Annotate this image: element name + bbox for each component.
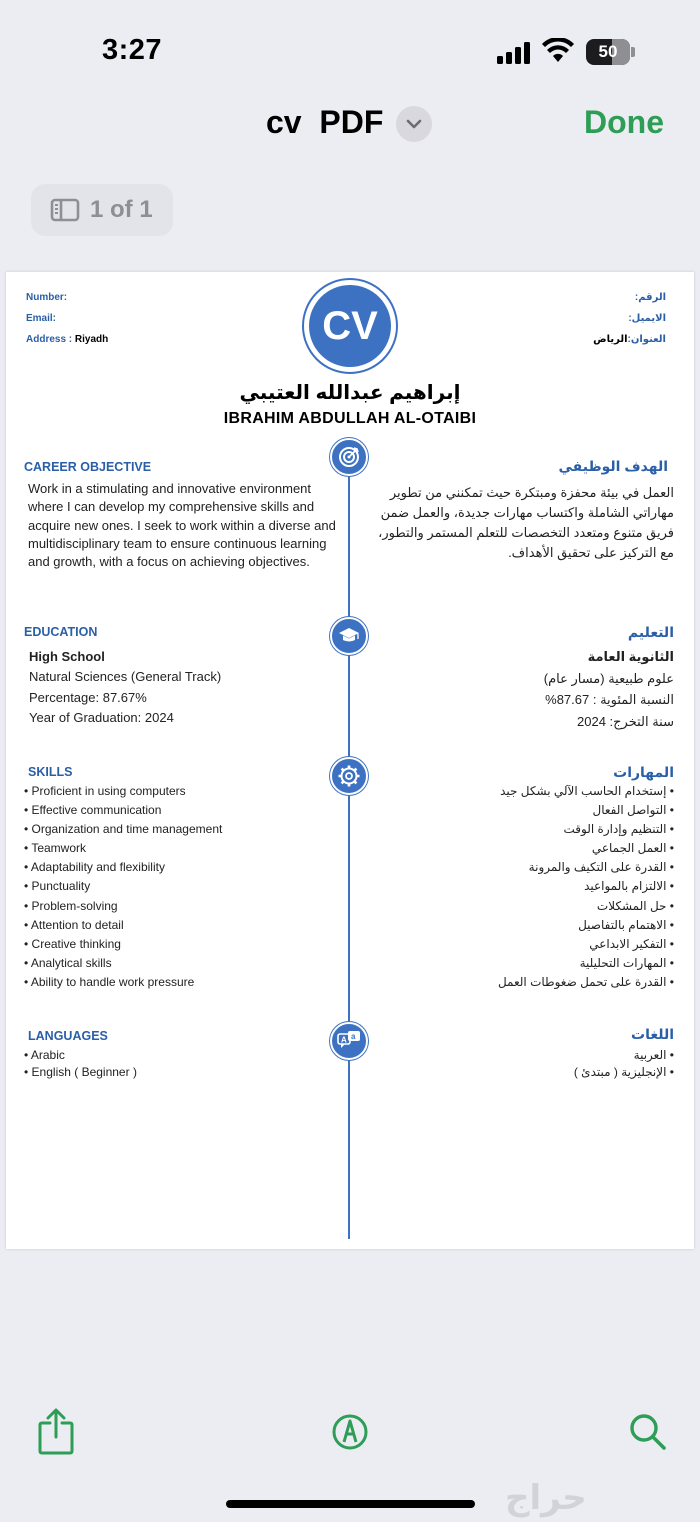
number-label-ar: الرقم: [634,292,666,303]
address-ar [593,334,666,345]
document-title: cv PDF [266,104,384,140]
cv-skills-items_en-item: • Organization and time management [24,820,344,839]
languages-title-ar: اللغات [631,1026,674,1042]
page-indicator-button[interactable] [31,184,173,236]
cv-skills-items_ar-item: • الاهتمام بالتفاصيل [362,916,674,935]
cv-skills-items_en-item: • Adaptability and flexibility [24,858,344,877]
cv-skills-items_ar-item: • العمل الجماعي [362,839,674,858]
education-percentage-ar: النسبة المئوية : 87.67% [545,692,674,707]
cv-logo-text: CV [309,285,391,367]
cv-skills-items_ar-item: • حل المشكلات [362,897,674,916]
cv-skills-items_en-item: • Analytical skills [24,954,344,973]
cv-languages-items_ar-item: • العربية [362,1047,674,1064]
search-button[interactable] [624,1404,672,1460]
address-value-ar: الرياض [593,334,628,345]
career-title-ar: الهدف الوظيفي [558,458,668,474]
cv-skills-items_ar-item: • الالتزام بالمواعيد [362,877,674,896]
cv-skills-items_en-item: • Ability to handle work pressure [24,973,344,992]
career-title-en: CAREER OBJECTIVE [24,460,152,474]
address-label-en: Address : [26,334,73,345]
cv-skills-items_ar-item: • التواصل الفعال [362,801,674,820]
cv-languages-items_en-item: • Arabic [24,1047,344,1064]
sidebar-icon [50,198,80,222]
search-icon [628,1412,668,1452]
status-time: 3:27 [102,34,163,66]
education-title-en: EDUCATION [24,625,98,639]
markup-icon [330,1412,370,1452]
target-icon [330,438,368,476]
education-year-ar: سنة التخرج: 2024 [577,713,674,729]
cv-skills-items_en-item: • Teamwork [24,839,344,858]
education-percentage-en: Percentage: 87.67% [29,689,147,705]
battery-indicator: 50 [586,39,630,65]
share-icon [36,1407,76,1457]
skills-list-en [24,782,344,992]
education-title-ar: التعليم [627,624,674,640]
cv-skills-items_en-item: • Problem-solving [24,897,344,916]
skills-title-en: SKILLS [28,765,73,779]
cv-skills-items_ar-item: • التنظيم وإدارة الوقت [362,820,674,839]
chevron-down-icon [406,119,422,129]
cv-skills-items_ar-item: • القدرة على التكيف والمرونة [362,858,674,877]
address-en [26,334,108,345]
name-arabic: إبراهيم عبدالله العتيبي [239,382,461,404]
name-english: IBRAHIM ABDULLAH AL-OTAIBI [223,410,477,427]
cv-skills-items_en-item: • Punctuality [24,877,344,896]
title-menu-button[interactable] [396,106,432,142]
cv-skills-items_ar-item: • القدرة على تحمل ضغوطات العمل [362,973,674,992]
education-degree-ar: الثانوية العامة [587,649,674,664]
education-degree-en: High School [29,649,105,664]
cv-skills-items_en-item: • Attention to detail [24,916,344,935]
cv-languages-items_en-item: • English ( Beginner ) [24,1064,344,1081]
battery-cap [631,47,635,57]
page-indicator-label: 1 of 1 [90,196,153,223]
cv-skills-items_ar-item: • إستخدام الحاسب الآلي بشكل جيد [362,782,674,801]
svg-text:a: a [351,1032,356,1041]
watermark: حراج [505,1479,587,1517]
done-button[interactable]: Done [584,104,664,140]
email-label-ar: الايميل: [628,313,666,324]
share-button[interactable] [32,1404,80,1460]
cv-skills-items_en-item: • Proficient in using computers [24,782,344,801]
address-label-ar: العنوان: [627,334,666,345]
cv-logo [302,278,398,374]
pdf-page[interactable] [6,272,694,1249]
cv-languages-items_ar-item: • الإنجليزية ( مبتدئ ) [362,1064,674,1081]
home-indicator[interactable] [226,1500,475,1508]
wifi-icon [542,38,574,64]
education-track-en: Natural Sciences (General Track) [29,669,222,685]
cv-skills-items_en-item: • Effective communication [24,801,344,820]
education-year-en: Year of Graduation: 2024 [29,709,174,725]
address-value-en: Riyadh [74,334,109,345]
cv-skills-items_en-item: • Creative thinking [24,935,344,954]
cv-skills-items_ar-item: • التفكير الابداعي [362,935,674,954]
education-track-ar: علوم طبيعية (مسار عام) [543,670,674,686]
languages-title-en: LANGUAGES [28,1029,108,1043]
languages-list-en [24,1047,344,1081]
cv-skills-items_ar-item: • المهارات التحليلية [362,954,674,973]
skills-title-ar: المهارات [613,764,674,780]
markup-button[interactable] [326,1404,374,1460]
svg-text:A: A [341,1035,347,1045]
education-ar [362,646,674,732]
timeline-line [348,447,350,1239]
number-label-en: Number: [26,292,68,303]
languages-list-ar [362,1047,674,1081]
skills-list-ar [362,782,674,992]
email-label-en: Email: [26,313,57,324]
signal-icon [497,42,533,64]
career-text-ar: العمل في بيئة محفزة ومبتكرة حيث تمكنني من تطوير مهاراتي الشاملة واكتساب مهارات جديدة، والعمل ضمن فريق متنوع ومتعدد التخصصات للتعلم المستمر والتطور، مع التركيز على تحقيق الأهداف. [378,485,674,560]
career-text-en: Work in a stimulating and innovative environment where I can develop my comprehensive skills and acquire new ones. I seek to work within a diverse and multidisciplinary team to ensure continuous learning and growth, with a focus on achieving objectives. [28,481,336,570]
education-en [29,647,339,728]
